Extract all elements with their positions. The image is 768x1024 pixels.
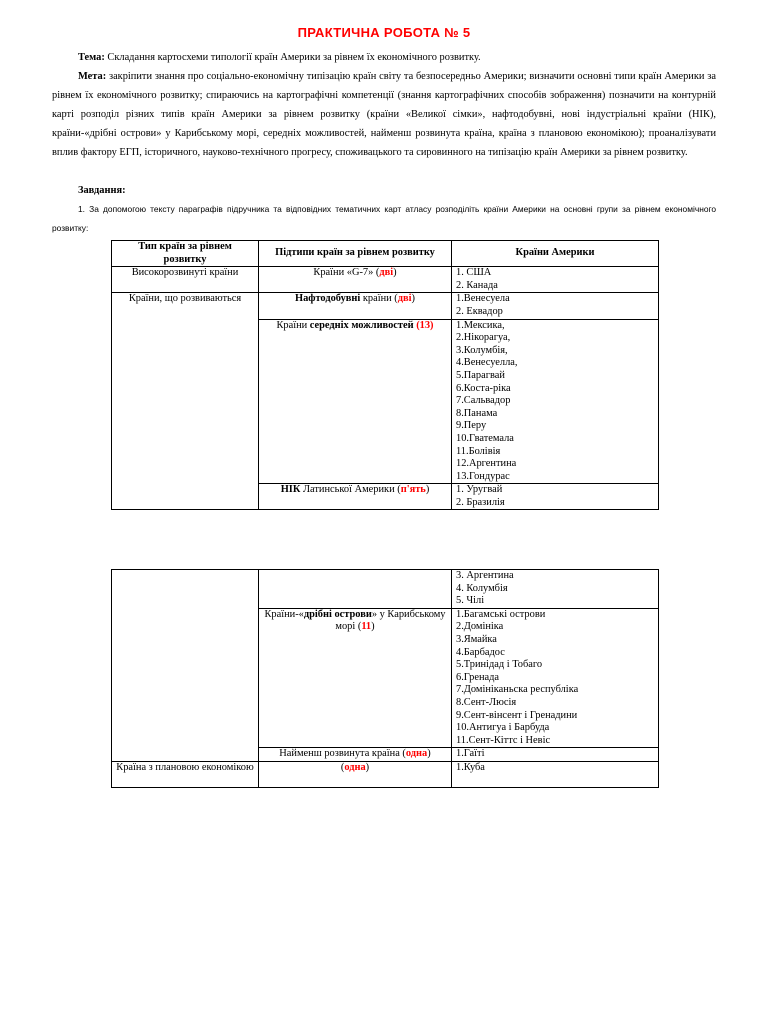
table-row-g7 — [112, 267, 659, 293]
tasks-heading — [52, 181, 716, 200]
list-item: 7.Домініканьска республіка — [456, 684, 579, 696]
list-item: 2.Домініка — [456, 621, 504, 633]
list-item: 2.Нікорагуа, — [456, 332, 511, 344]
subtype-least-label: Найменш розвинута країна ( — [279, 748, 406, 760]
list-item: 4.Барбадос — [456, 646, 505, 658]
subtype-planned — [259, 761, 452, 787]
subtype-g7-count: дві — [379, 267, 394, 279]
subtype-nic-suffix: ) — [425, 484, 430, 496]
countries-islands — [452, 608, 659, 748]
subtype-oil — [259, 293, 452, 319]
list-item: 5.Парагвай — [456, 369, 505, 381]
subtype-oil-label: країни ( — [360, 293, 398, 305]
list-item: 8.Панама — [456, 407, 498, 419]
countries-oil — [452, 293, 659, 319]
list-item: 1.Гаїті — [456, 748, 485, 760]
list-item: 3.Колумбія, — [456, 344, 508, 356]
subtype-middle-count: (13) — [413, 319, 434, 331]
list-item: 5.Тринідад і Тобаго — [456, 659, 543, 671]
subtype-planned-count: одна — [344, 761, 366, 773]
goal-paragraph — [52, 67, 716, 162]
subtype-islands-label: » у Карибському морі ( — [335, 608, 446, 633]
list-item: 1.Куба — [456, 761, 485, 773]
subtype-nic-label: Латинської Америки ( — [300, 484, 401, 496]
list-item: 4.Венесуелла, — [456, 357, 518, 369]
countries-table-part-1 — [111, 240, 659, 510]
task-1-text — [52, 200, 716, 238]
table-header-row — [112, 241, 659, 267]
tasks-label: Завдання: — [78, 185, 126, 196]
header-type: Тип країн за рівнем розвитку — [112, 241, 259, 267]
goal-label: Мета: — [78, 71, 107, 82]
table-row-oil — [112, 293, 659, 319]
subtype-planned-prefix: ( — [340, 761, 345, 773]
countries-planned — [452, 761, 659, 787]
list-item: 11.Болівія — [456, 445, 501, 457]
subtype-islands-count: 11 — [361, 621, 372, 633]
subtype-middle-name: середніх можливостей — [309, 319, 414, 331]
topic-text: Складання картосхеми типології країн Америки за рівнем їх економічного розвитку. — [104, 52, 481, 63]
header-countries: Країни Америки — [452, 241, 659, 267]
subtype-least — [259, 748, 452, 762]
subtype-islands — [259, 608, 452, 748]
list-item: 3. Аргентина — [456, 570, 514, 581]
subtype-middle-prefix: Країни — [276, 319, 310, 331]
list-item: 1.Мексика, — [456, 319, 505, 331]
topic-label: Тема: — [78, 52, 105, 63]
list-item: 10.Гватемала — [456, 432, 514, 444]
type-developing: Країни, що розвиваються — [112, 293, 259, 510]
goal-text: закріпити знання про соціально-економічну типізацію країн світу та безпосередньо Америки; визначити основні типи країн Америки за рівнем їх економічного розвитку; спираючись на картографічні компетенції (знання картографічних способів зображення) позначити на контурній карті розподіл різних типів країн Америки за рівнем розвитку (країни «Великої сімки», нафтодобувні, нові індустріальні країни (НІК), країни-«дрібні острови» у Карибському морі, середніх можливостей, найменш розвинута країна, країна з плановою економікою); проаналізувати вплив фактору ЕГП, історичного, науково-технічного прогресу, споживацького та сировинного на типізацію країн Америки за рівнем розвитку. — [52, 71, 716, 158]
subtype-g7 — [259, 267, 452, 293]
list-item: 1.Венесуела — [456, 293, 510, 305]
page-title: ПРАКТИЧНА РОБОТА № 5 — [297, 25, 471, 40]
table-row-planned — [112, 761, 659, 787]
list-item: 1. США — [456, 267, 492, 279]
subtype-nic-continued — [259, 570, 452, 609]
list-item: 8.Сент-Люсія — [456, 696, 517, 708]
countries-table-part-2 — [111, 569, 659, 788]
list-item: 1.Багамські острови — [456, 608, 546, 620]
task-1-label: 1. За допомогою тексту параграфів підручника та відповідних тематичних карт атласу розподіліть країни Америки на основні групи за рівнем економічного розвитку: — [52, 204, 716, 233]
list-item: 11.Сент-Кіттс і Невіс — [456, 734, 551, 746]
type-planned: Країна з плановою економікою — [112, 761, 259, 787]
list-item: 10.Антигуа і Барбуда — [456, 722, 550, 734]
type-developed: Високорозвинуті країни — [112, 267, 259, 293]
list-item: 9.Сент-вінсент і Гренадини — [456, 709, 578, 721]
subtype-oil-suffix: ) — [411, 293, 416, 305]
subtype-planned-suffix: ) — [365, 761, 370, 773]
subtype-nic-name: НІК — [280, 484, 301, 496]
list-item: 2. Бразилія — [456, 496, 505, 508]
subtype-least-suffix: ) — [427, 748, 431, 760]
subtype-islands-suffix: ) — [371, 621, 375, 633]
topic-paragraph — [52, 48, 716, 67]
subtype-least-count: одна — [405, 748, 428, 760]
subtype-g7-label: Країни «G-7» ( — [313, 267, 380, 279]
list-item: 13.Гондурас — [456, 470, 510, 482]
subtype-middle — [259, 319, 452, 484]
list-item: 6.Коста-ріка — [456, 382, 511, 394]
countries-middle — [452, 319, 659, 484]
list-item: 3.Ямайка — [456, 633, 497, 645]
subtype-oil-name: Нафтодобувні — [294, 293, 361, 305]
list-item: 2. Еквадор — [456, 305, 503, 317]
countries-g7 — [452, 267, 659, 293]
list-item: 7.Сальвадор — [456, 395, 511, 407]
list-item: 2. Канада — [456, 279, 498, 291]
subtype-nic — [259, 484, 452, 510]
countries-least — [452, 748, 659, 762]
list-item: 4. Колумбія — [456, 582, 508, 594]
list-item: 9.Перу — [456, 420, 487, 432]
list-item: 1. Уругвай — [456, 484, 503, 496]
type-developing-continued — [112, 570, 259, 762]
countries-nic-part-1 — [452, 484, 659, 510]
countries-nic-part-2 — [452, 570, 659, 609]
subtype-islands-name: дрібні острови — [303, 608, 372, 620]
list-item: 5. Чілі — [456, 595, 485, 607]
subtype-islands-prefix: Країни-« — [264, 608, 304, 620]
subtype-nic-count: п'ять — [400, 484, 426, 496]
header-subtype: Підтипи країн за рівнем розвитку — [259, 241, 452, 267]
subtype-oil-count: дві — [397, 293, 412, 305]
subtype-g7-suffix: ) — [393, 267, 397, 279]
list-item: 12.Аргентина — [456, 458, 517, 470]
table-row-nic-continued — [112, 570, 659, 609]
list-item: 6.Гренада — [456, 671, 500, 683]
